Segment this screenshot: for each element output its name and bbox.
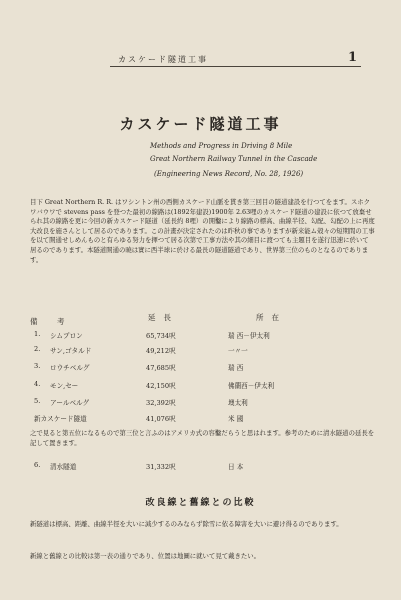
page-number: 1	[347, 50, 357, 65]
running-title: カスケード隧道工事	[118, 55, 208, 64]
tunnel-location: 日 本	[228, 463, 244, 471]
tunnel-name: 清水隧道	[50, 463, 77, 471]
table-row	[34, 380, 334, 395]
row-number: 4.	[34, 380, 41, 388]
table-row-shimizu	[34, 461, 334, 476]
column-header-location: 所在	[256, 313, 287, 322]
table-row	[34, 397, 334, 412]
row-number: 5.	[34, 397, 41, 405]
article-title: カスケード隧道工事	[119, 115, 282, 133]
row-number: 6.	[34, 461, 41, 469]
source-citation: (Engineering News Record, No. 28, 1926)	[154, 170, 304, 178]
english-subtitle-line-1: Methods and Progress in Driving 8 Mile	[150, 142, 293, 150]
tunnel-name: アールベルグ	[50, 399, 90, 407]
tunnel-name: ロウチベルグ	[50, 364, 90, 372]
tunnel-location: 瑞 西－伊太利	[228, 332, 270, 340]
column-header-length: 延長	[148, 313, 179, 322]
table-reference-paragraph: 新線と舊線との比較は第一表の通りであり、位置は地圖に就いて見て戴きたい。	[30, 552, 261, 560]
tunnel-location: 瑞 西	[228, 364, 244, 372]
tunnel-name: サン,ゴタルド	[50, 347, 92, 355]
tunnel-location: 佛蘭西－伊太利	[228, 382, 275, 390]
row-number: 2.	[34, 345, 41, 353]
ranking-note-paragraph: 之で見ると第五位になるもので第三位と言ふのはアメリカ式の容鑿だらうと思はれます。参考のために清水隧道の延長を記して置きます。	[30, 429, 375, 447]
row-number: 1.	[34, 330, 41, 338]
english-subtitle-line-2: Great Northern Railway Tunnel in the Cascade	[150, 155, 318, 163]
tunnel-name: シムプロン	[50, 332, 83, 340]
tunnel-length: 49,212呎	[146, 347, 176, 355]
tunnel-location: 米 國	[228, 415, 244, 423]
table-row	[34, 413, 334, 428]
table-row	[34, 345, 334, 360]
table-row	[34, 362, 334, 377]
tunnel-length: 41,076呎	[146, 415, 176, 423]
section-heading: 改良線と舊線との比較	[145, 498, 256, 508]
row-number: 3.	[34, 362, 41, 370]
table-row	[34, 330, 334, 345]
tunnel-length: 65,734呎	[146, 332, 176, 340]
header-rule	[110, 66, 361, 67]
tunnel-length: 47,685呎	[146, 364, 176, 372]
tunnel-location: 一〃一	[228, 347, 248, 355]
tunnel-name: モン,セー	[50, 382, 79, 390]
comparison-paragraph: 新隧道は標高、距離、曲線半徑を大いに減少するのみならず除雪に依る障害を大いに避け得るのであります。	[30, 520, 343, 528]
tunnel-length: 31,332呎	[146, 463, 176, 471]
intro-paragraph: 目下 Great Northern R. R. はワシントン州の西側カスケード山脈を貫き第三回目の隧道建設を行つてをます。スホクワバウワで stevens pass を登つた最初の線路は(1892年建設)1900年 2.63哩のカスケード隧道の建設に依つて放棄せられ其の線路を更に今回の新カスケード隧道（延長約 8哩）の開鑿により線路の標高、曲線半径、勾配、勾配の上に再度大改良を施さんとして居るのであります。この計畫が決定されたのは昨秋の事でありますが新来能ム殻々の短期間の工事を以て開通せしめんものと有らゆる努力を揮つて居る次第で工事方法や其の細目に渡つても主題目を遂行迅速に於いて居るのであります。本隧道開通の暁は實に西半球に於ける最長の隧道隧道であり、世界第三位のものとなるのであります。	[30, 198, 375, 264]
tunnel-location: 墺太利	[228, 399, 248, 407]
tunnel-length: 32,392呎	[146, 399, 176, 407]
note-label: 備 考	[30, 317, 71, 326]
tunnel-length: 42,150呎	[146, 382, 176, 390]
tunnel-name: 新カスケード隧道	[34, 415, 87, 423]
